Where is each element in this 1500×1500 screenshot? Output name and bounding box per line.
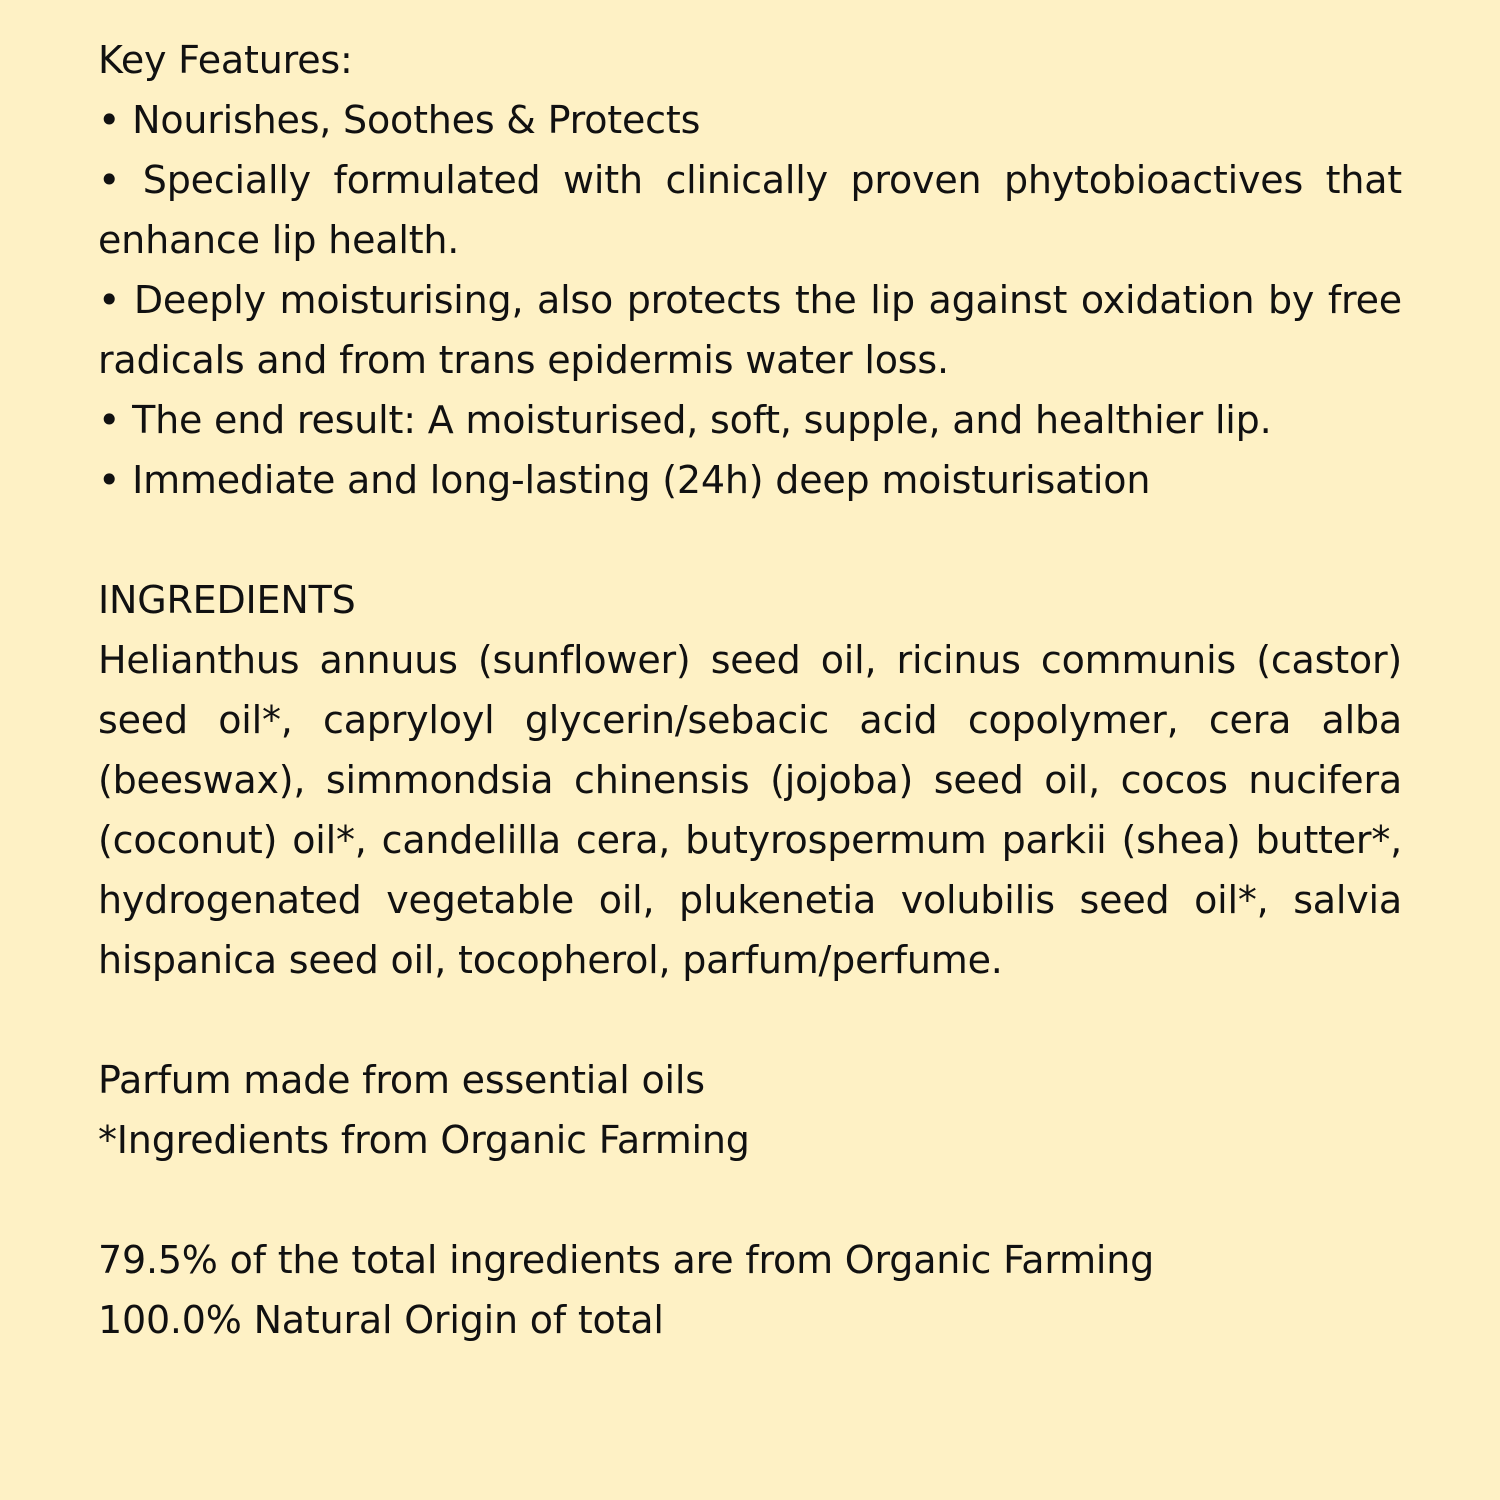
natural-origin-percentage: 100.0% Natural Origin of total	[98, 1298, 664, 1342]
key-features-heading: Key Features:	[98, 38, 353, 82]
feature-item-formulated: • Specially formulated with clinically proven phytobioactives that enhance lip health.	[98, 158, 1402, 262]
spacer	[98, 990, 1402, 1050]
organic-marker-note: *Ingredients from Organic Farming	[98, 1118, 750, 1162]
feature-item-moisturising: • Deeply moisturising, also protects the lip against oxidation by free radicals and from trans epidermis water loss.	[98, 278, 1402, 382]
product-description	[98, 30, 1402, 1350]
ingredients-heading: INGREDIENTS	[98, 578, 356, 622]
feature-item-immediate: • Immediate and long-lasting (24h) deep moisturisation	[98, 458, 1151, 502]
ingredients-list: Helianthus annuus (sunflower) seed oil, ricinus communis (castor) seed oil*, capryloyl glycerin/sebacic acid copolymer, cera alba (beeswax), simmondsia chinensis (jojoba) seed oil, cocos nucifera (coconut) oil*, candelilla cera, butyrospermum parkii (shea) butter*, hydrogenated vegetable oil, plukenetia volubilis seed oil*, salvia hispanica seed oil, tocopherol, parfum/perfume.	[98, 638, 1402, 982]
feature-item-nourishes: • Nourishes, Soothes & Protects	[98, 98, 701, 142]
feature-item-end-result: • The end result: A moisturised, soft, supple, and healthier lip.	[98, 398, 1272, 442]
organic-percentage: 79.5% of the total ingredients are from Organic Farming	[98, 1238, 1155, 1282]
parfum-note: Parfum made from essential oils	[98, 1058, 705, 1102]
spacer	[98, 1170, 1402, 1230]
spacer	[98, 510, 1402, 570]
